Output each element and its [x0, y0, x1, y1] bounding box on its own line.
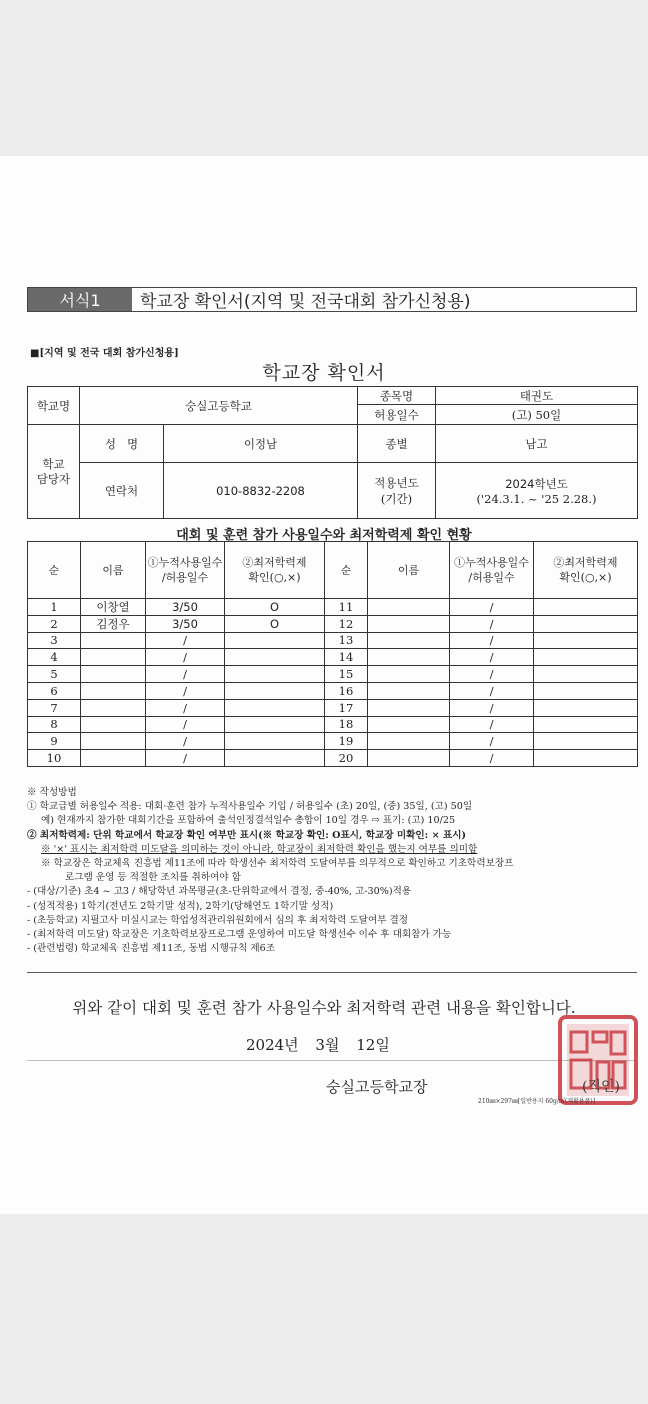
column-header: ②최저학력제 확인(○,×): [534, 542, 638, 599]
contact-value: 010-8832-2208: [164, 463, 358, 519]
table-row: [28, 682, 638, 699]
row-number: 12: [325, 615, 368, 632]
student-name: 김정우: [81, 615, 146, 632]
academic-check: [534, 716, 638, 733]
issue-date: 2024년 3월 12일: [246, 1036, 390, 1054]
row-number: 1: [28, 599, 81, 616]
period-value: ('24.3.1. ~ '25 2.28.): [476, 491, 597, 506]
instruction-item: ※ 학교장은 학교체육 진흥법 제11조에 따라 학생선수 최저학력 도달여부를 의무적으로 확인하고 기초학력보장프: [41, 858, 514, 870]
used-days: /: [146, 716, 225, 733]
records-header-row: [28, 542, 638, 599]
academic-check: O: [225, 615, 325, 632]
contact-label: 연락처: [80, 463, 164, 519]
student-name: [368, 666, 450, 683]
row-number: 6: [28, 682, 81, 699]
student-name: [368, 716, 450, 733]
row-number: 15: [325, 666, 368, 683]
used-days: /: [450, 750, 534, 767]
divider: [27, 1060, 637, 1061]
column-header: 이름: [81, 542, 146, 599]
year-value: 2024학년도: [505, 476, 568, 491]
column-header: ②최저학력제 확인(○,×): [225, 542, 325, 599]
name-label: 성 명: [80, 425, 164, 463]
column-header: 순: [325, 542, 368, 599]
academic-check: [225, 733, 325, 750]
used-days: /: [450, 699, 534, 716]
student-name: [81, 632, 146, 649]
student-name: 이창열: [81, 599, 146, 616]
year-label: 적용년도 (기간): [358, 463, 436, 519]
academic-check: [534, 699, 638, 716]
row-number: 16: [325, 682, 368, 699]
row-number: 8: [28, 716, 81, 733]
student-name: [81, 649, 146, 666]
confirmation-text: 위와 같이 대회 및 훈련 참가 사용일수와 최저학력 관련 내용을 확인합니다.: [72, 999, 576, 1017]
allowed-days-label: 허용일수: [358, 405, 436, 425]
table-row: [28, 599, 638, 616]
instruction-item: - (최저학력 미도달) 학교장은 기초학력보장프로그램 운영하여 미도달 학생선수 이수 후 대회참가 가능: [27, 929, 452, 941]
student-name: [81, 716, 146, 733]
table-row: [28, 716, 638, 733]
academic-check: [534, 733, 638, 750]
academic-check: [534, 666, 638, 683]
school-name: 숭실고등학교: [80, 387, 358, 425]
row-number: 11: [325, 599, 368, 616]
event-value: 태권도: [436, 387, 638, 405]
row-number: 9: [28, 733, 81, 750]
gender-value: 남고: [436, 425, 638, 463]
table-row: [28, 750, 638, 767]
form-number: 서식1: [28, 288, 132, 311]
row-number: 13: [325, 632, 368, 649]
table-row: [28, 649, 638, 666]
student-name: [368, 733, 450, 750]
document-title: 학교장 확인서: [262, 362, 386, 384]
student-name: [368, 682, 450, 699]
used-days: /: [450, 615, 534, 632]
academic-check: [534, 649, 638, 666]
used-days: 3/50: [146, 599, 225, 616]
records-table: [27, 541, 638, 767]
instructions-heading: ※ 작성방법: [27, 787, 77, 798]
instruction-item: - (대상/기준) 초4 ~ 고3 / 해당학년 과목평균(초-단위학교에서 결정, 중-40%, 고-30%)적용: [27, 886, 412, 898]
used-days: /: [450, 682, 534, 699]
academic-check: [225, 716, 325, 733]
form-header: [27, 287, 637, 312]
student-name: [368, 699, 450, 716]
student-name: [368, 632, 450, 649]
student-name: [368, 750, 450, 767]
form-category: ■[지역 및 전국 대회 참가신청용]: [30, 348, 179, 359]
used-days: /: [146, 649, 225, 666]
gender-label: 종별: [358, 425, 436, 463]
used-days: /: [146, 699, 225, 716]
year-cell: [436, 463, 638, 519]
instruction-item: ① 학교급별 허용일수 적용: 대회·훈련 참가 누적사용일수 기입 / 허용일수 (초) 20일, (중) 35일, (고) 50일: [27, 801, 473, 813]
academic-check: [225, 699, 325, 716]
academic-check: [534, 750, 638, 767]
column-header: 순: [28, 542, 81, 599]
column-header: ①누적사용일수 /허용일수: [146, 542, 225, 599]
column-header: 이름: [368, 542, 450, 599]
academic-check: [534, 632, 638, 649]
column-header: ①누적사용일수 /허용일수: [450, 542, 534, 599]
row-number: 19: [325, 733, 368, 750]
table-row: [28, 632, 638, 649]
row-number: 20: [325, 750, 368, 767]
stamp-label: (직인): [582, 1079, 620, 1095]
student-name: [81, 682, 146, 699]
used-days: /: [146, 632, 225, 649]
section-title: 대회 및 훈련 참가 사용일수와 최저학력제 확인 현황: [176, 528, 472, 543]
academic-check: [534, 599, 638, 616]
instruction-item: - (성적적용) 1학기(전년도 2학기말 성적), 2학기(당해연도 1학기말 성적): [27, 900, 334, 912]
student-name: [368, 649, 450, 666]
academic-check: [225, 682, 325, 699]
instruction-item: 예) 현재까지 참가한 대회기간을 포함하여 출석인정결석일수 총합이 10일 경우 ⇨ 표기: (고) 10/25: [41, 815, 456, 827]
row-number: 10: [28, 750, 81, 767]
instruction-item: - (초등학교) 지필고사 미실시교는 학업성적관리위원회에서 심의 후 최저학력 도달여부 결정: [27, 914, 409, 926]
used-days: /: [146, 682, 225, 699]
used-days: /: [450, 733, 534, 750]
student-name: [368, 599, 450, 616]
used-days: /: [450, 632, 534, 649]
used-days: /: [146, 750, 225, 767]
academic-check: [225, 750, 325, 767]
row-number: 17: [325, 699, 368, 716]
allowed-days-value: (고) 50일: [436, 405, 638, 425]
instruction-item: ② 최저학력제: 단위 학교에서 학교장 확인 여부만 표시(※ 학교장 확인: O표시, 학교장 미확인: × 표시): [27, 829, 467, 841]
instruction-item: ※ '×' 표시는 최저학력 미도달을 의미하는 것이 아니라, 학교장이 최저학력 확인을 했는지 여부를 의미함: [41, 843, 478, 855]
manager-name: 이정남: [164, 425, 358, 463]
academic-check: [225, 632, 325, 649]
manager-label: 학교 담당자: [28, 425, 80, 519]
student-name: [81, 699, 146, 716]
academic-check: [534, 682, 638, 699]
document-page: [0, 156, 648, 1214]
principal-name: 숭실고등학교장: [326, 1078, 428, 1096]
row-number: 14: [325, 649, 368, 666]
used-days: /: [450, 599, 534, 616]
row-number: 7: [28, 699, 81, 716]
row-number: 4: [28, 649, 81, 666]
academic-check: O: [225, 599, 325, 616]
event-label: 종목명: [358, 387, 436, 405]
table-row: [28, 666, 638, 683]
student-name: [81, 750, 146, 767]
used-days: /: [146, 666, 225, 683]
row-number: 2: [28, 615, 81, 632]
paper-spec: 210㎜×297㎜[일반용지 60g/㎡(재활용품)]: [478, 1098, 596, 1105]
row-number: 5: [28, 666, 81, 683]
used-days: /: [450, 716, 534, 733]
divider: [27, 972, 637, 973]
form-title: 학교장 확인서(지역 및 전국대회 참가신청용): [140, 292, 471, 312]
used-days: /: [450, 649, 534, 666]
table-row: [28, 733, 638, 750]
student-name: [368, 615, 450, 632]
student-name: [81, 733, 146, 750]
row-number: 18: [325, 716, 368, 733]
used-days: 3/50: [146, 615, 225, 632]
used-days: /: [450, 666, 534, 683]
student-name: [81, 666, 146, 683]
academic-check: [225, 649, 325, 666]
academic-check: [225, 666, 325, 683]
writing-instructions: [27, 786, 637, 956]
school-info-table: [27, 386, 638, 519]
school-label: 학교명: [28, 387, 80, 425]
instruction-item: - (관련법령) 학교체육 진흥법 제11조, 동법 시행규칙 제6조: [27, 943, 276, 955]
academic-check: [534, 615, 638, 632]
table-row: [28, 615, 638, 632]
instruction-item: 로그램 운영 등 적절한 조치를 취하여야 함: [65, 872, 241, 884]
row-number: 3: [28, 632, 81, 649]
table-row: [28, 699, 638, 716]
used-days: /: [146, 733, 225, 750]
